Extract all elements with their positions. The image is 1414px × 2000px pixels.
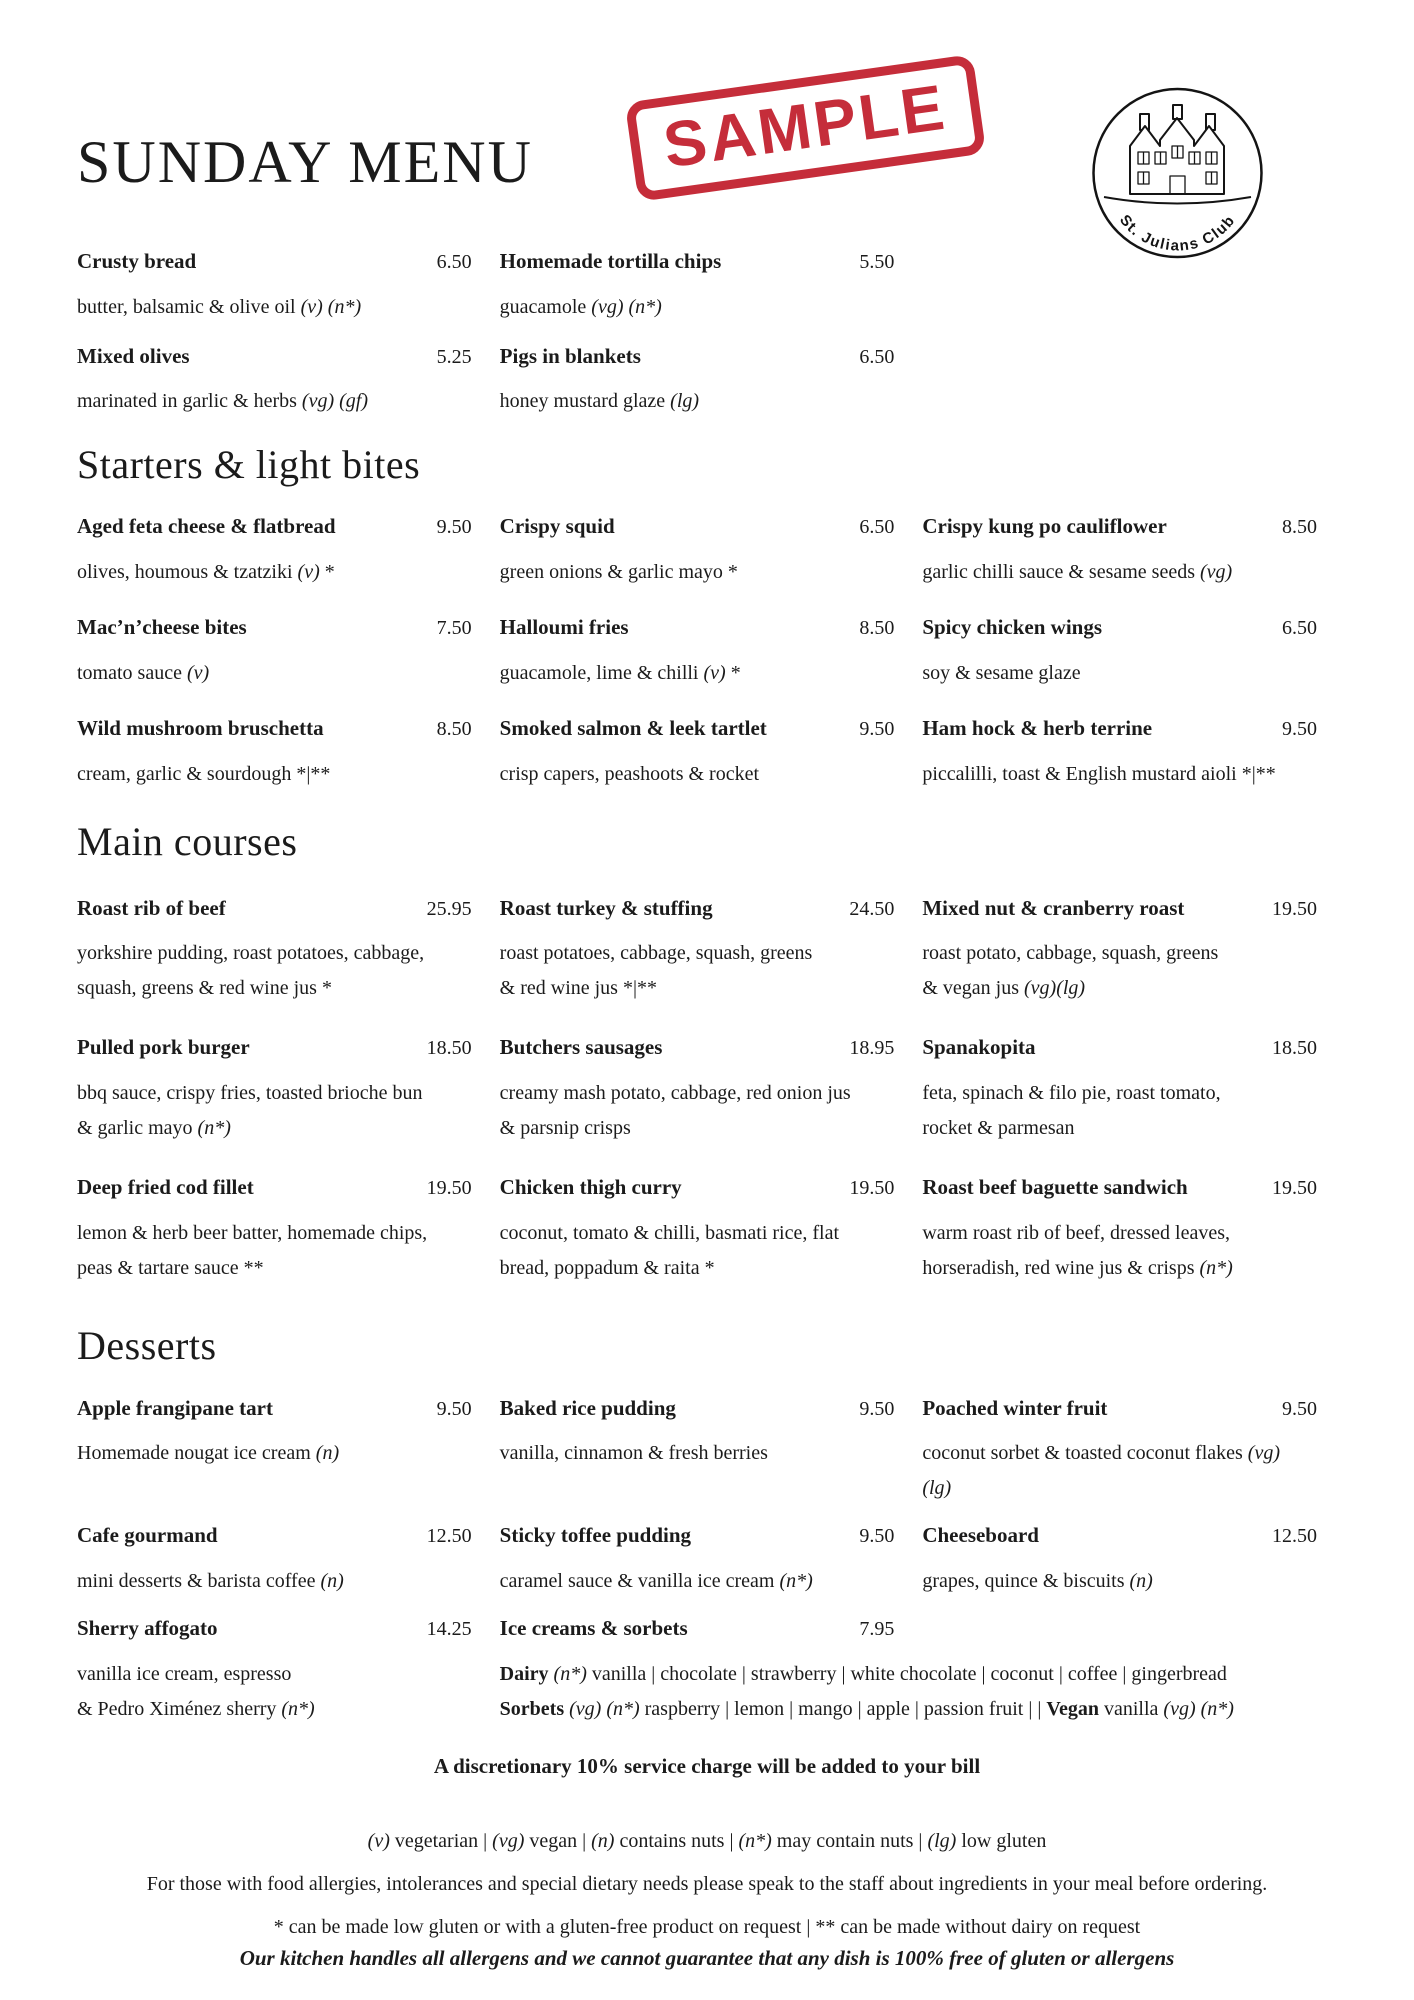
menu-item — [922, 1522, 1317, 1599]
menu-item — [77, 513, 472, 590]
item-name: Crispy kung po cauliflower — [922, 514, 1167, 539]
menu-item — [500, 248, 895, 325]
item-description: mini desserts & barista coffee (n) — [77, 1570, 344, 1593]
menu-item — [922, 715, 1317, 792]
menu-item — [922, 1034, 1317, 1146]
item-price: 12.50 — [1271, 1525, 1317, 1548]
item-price: 24.50 — [849, 897, 895, 920]
item-price: 6.50 — [436, 251, 472, 273]
menu-item — [77, 1615, 472, 1727]
item-description: creamy mash potato, cabbage, red onion jus & parsnip crisps — [499, 1082, 851, 1140]
item-price: 9.50 — [436, 1397, 472, 1420]
item-description: piccalilli, toast & English mustard aioli *|** — [922, 762, 1276, 785]
item-name: Sticky toffee pudding — [499, 1523, 692, 1548]
menu-item — [500, 1395, 895, 1507]
item-name: Butchers sausages — [499, 1035, 663, 1060]
club-logo-icon — [1090, 84, 1265, 262]
menu-item — [500, 343, 895, 420]
item-description: guacamole (vg) (n*) — [499, 295, 662, 318]
service-charge-note: A discretionary 10% service charge will be added to your bill — [433, 1753, 981, 1778]
item-description: vanilla ice cream, espresso & Pedro Ximénez sherry (n*) — [77, 1662, 315, 1720]
section-mains — [77, 818, 1317, 1286]
logo-building-icon — [1104, 105, 1251, 204]
section-grid — [77, 1395, 1317, 1727]
menu-item — [500, 1174, 895, 1286]
allergen-disclaimer: Our kitchen handles all allergens and we cannot guarantee that any dish is 100% free of gluten or allergens — [239, 1946, 1175, 1971]
menu-item — [500, 1522, 895, 1599]
item-description: Homemade nougat ice cream (n) — [77, 1442, 340, 1465]
menu-item — [500, 1034, 895, 1146]
menu-item — [77, 1395, 472, 1507]
item-price: 12.50 — [426, 1525, 472, 1548]
item-name: Sherry affogato — [77, 1616, 218, 1641]
item-name: Crusty bread — [77, 249, 197, 273]
item-price: 19.50 — [426, 1177, 472, 1200]
item-description: marinated in garlic & herbs (vg) (gf) — [77, 390, 369, 413]
item-name: Spanakopita — [922, 1035, 1036, 1060]
allergen-legend: (v) vegetarian | (vg) vegan | (n) contains nuts | (n*) may contain nuts | (lg) low gluten — [367, 1830, 1047, 1853]
item-name: Halloumi fries — [499, 615, 629, 640]
sample-stamp: SAMPLE — [625, 54, 986, 202]
item-name: Wild mushroom bruschetta — [77, 715, 324, 740]
item-description: guacamole, lime & chilli (v) * — [499, 661, 741, 684]
section-heading: Main courses — [77, 818, 298, 864]
menu-item — [77, 715, 472, 792]
menu-item — [922, 614, 1317, 691]
section-heading: Starters & light bites — [77, 442, 421, 488]
item-name: Mac’n’cheese bites — [77, 615, 247, 640]
item-name: Poached winter fruit — [922, 1395, 1108, 1420]
item-price: 18.50 — [426, 1037, 472, 1060]
item-price: 19.50 — [849, 1177, 895, 1200]
item-description: garlic chilli sauce & sesame seeds (vg) — [922, 561, 1233, 584]
item-price: 7.50 — [436, 617, 472, 640]
item-name: Homemade tortilla chips — [499, 249, 722, 273]
item-description: cream, garlic & sourdough *|** — [77, 762, 331, 785]
item-description: coconut, tomato & chilli, basmati rice, flat bread, poppadum & raita * — [499, 1221, 840, 1279]
item-name: Roast beef baguette sandwich — [922, 1175, 1188, 1200]
item-description: bbq sauce, crispy fries, toasted brioche bun & garlic mayo (n*) — [77, 1082, 423, 1140]
menu-item — [77, 614, 472, 691]
item-name: Crispy squid — [499, 514, 615, 539]
item-description: vanilla, cinnamon & fresh berries — [499, 1442, 768, 1465]
section-heading: Desserts — [77, 1322, 217, 1368]
menu-item — [922, 1174, 1317, 1286]
item-price: 5.25 — [436, 345, 472, 368]
allergy-notice: For those with food allergies, intolerances and special dietary needs please speak to the staff about ingredients in your meal before ordering. — [146, 1873, 1268, 1896]
item-price: 18.50 — [1271, 1037, 1317, 1060]
item-price: 9.50 — [1281, 1397, 1317, 1420]
item-description: roast potato, cabbage, squash, greens & vegan jus (vg)(lg) — [922, 942, 1219, 1000]
item-name: Pigs in blankets — [499, 343, 641, 368]
item-price: 8.50 — [1281, 516, 1317, 539]
menu-item — [500, 895, 895, 1007]
item-price: 8.50 — [859, 617, 895, 640]
item-price: 9.50 — [436, 516, 472, 539]
item-price: 5.50 — [859, 251, 895, 273]
item-description: green onions & garlic mayo * — [499, 561, 738, 584]
item-name: Chicken thigh curry — [499, 1175, 682, 1200]
item-price: 9.50 — [859, 1525, 895, 1548]
item-description: grapes, quince & biscuits (n) — [922, 1570, 1153, 1593]
item-name: Pulled pork burger — [77, 1035, 250, 1060]
menu-item — [77, 1034, 472, 1146]
item-description: roast potatoes, cabbage, squash, greens & red wine jus *|** — [499, 942, 813, 1000]
item-price: 9.50 — [1281, 717, 1317, 740]
menu-footer — [0, 1753, 1414, 1973]
section-desserts — [77, 1322, 1317, 1727]
item-price: 19.50 — [1271, 1177, 1317, 1200]
item-description: olives, houmous & tzatziki (v) * — [77, 561, 335, 584]
item-description: honey mustard glaze (lg) — [499, 390, 700, 413]
section-top — [77, 248, 1317, 419]
item-name: Mixed nut & cranberry roast — [922, 895, 1185, 920]
item-description: tomato sauce (v) — [77, 661, 210, 684]
item-price: 6.50 — [1281, 617, 1317, 640]
section-grid — [77, 248, 1317, 419]
item-description: coconut sorbet & toasted coconut flakes (vg) (lg) — [922, 1442, 1280, 1500]
item-description: Dairy (n*) vanilla | chocolate | strawberry | white chocolate | coconut | coffee | gingerbread Sorbets (vg) (n*) raspberry | lemon | mango | apple | passion fruit | | Vegan vanilla (vg) (n*) — [499, 1662, 1234, 1720]
menu-item — [500, 1615, 1317, 1727]
item-price: 25.95 — [426, 897, 472, 920]
menu-item — [77, 1522, 472, 1599]
item-price: 9.50 — [859, 717, 895, 740]
item-description: crisp capers, peashoots & rocket — [499, 762, 760, 785]
item-description: warm roast rib of beef, dressed leaves, horseradish, red wine jus & crisps (n*) — [922, 1221, 1233, 1279]
logo-text: St. Julians Club — [1116, 211, 1239, 255]
item-name: Baked rice pudding — [499, 1395, 676, 1420]
club-logo — [1090, 84, 1265, 262]
empty-cell — [922, 343, 1317, 420]
section-grid — [77, 895, 1317, 1286]
menu-item — [77, 895, 472, 1007]
menu-item — [922, 1395, 1317, 1507]
substitution-footnote: * can be made low gluten or with a gluten-free product on request | ** can be made without dairy on request — [273, 1916, 1141, 1939]
menu-item — [922, 513, 1317, 590]
item-price: 8.50 — [436, 717, 472, 740]
menu-item — [77, 248, 472, 325]
item-price: 6.50 — [859, 345, 895, 368]
menu-item — [922, 895, 1317, 1007]
item-price: 7.95 — [859, 1618, 895, 1641]
item-name: Mixed olives — [77, 343, 190, 368]
page-title: SUNDAY MENU — [77, 129, 533, 196]
item-description: yorkshire pudding, roast potatoes, cabbage, squash, greens & red wine jus * — [77, 942, 425, 1000]
item-description: feta, spinach & filo pie, roast tomato, rocket & parmesan — [922, 1082, 1221, 1140]
section-starters — [77, 441, 1317, 791]
menu-item — [77, 1174, 472, 1286]
item-description: caramel sauce & vanilla ice cream (n*) — [499, 1570, 813, 1593]
svg-text:St. Julians Club — [1116, 212, 1239, 255]
menu-item — [500, 513, 895, 590]
section-grid — [77, 513, 1317, 791]
item-name: Roast rib of beef — [77, 895, 226, 920]
item-name: Cheeseboard — [922, 1523, 1039, 1548]
item-name: Ham hock & herb terrine — [922, 715, 1153, 740]
item-price: 14.25 — [426, 1618, 472, 1641]
menu-item — [500, 614, 895, 691]
item-name: Deep fried cod fillet — [77, 1175, 254, 1200]
item-name: Apple frangipane tart — [77, 1395, 273, 1420]
item-description: butter, balsamic & olive oil (v) (n*) — [77, 295, 362, 318]
menu-item — [77, 343, 472, 420]
item-price: 9.50 — [859, 1397, 895, 1420]
item-name: Roast turkey & stuffing — [499, 895, 713, 920]
item-name: Smoked salmon & leek tartlet — [499, 715, 767, 740]
item-price: 19.50 — [1271, 897, 1317, 920]
item-description: soy & sesame glaze — [922, 661, 1081, 684]
item-name: Ice creams & sorbets — [499, 1616, 688, 1641]
item-name: Spicy chicken wings — [922, 615, 1103, 640]
item-price: 18.95 — [849, 1037, 895, 1060]
item-description: lemon & herb beer batter, homemade chips, peas & tartare sauce ** — [77, 1221, 428, 1279]
item-name: Aged feta cheese & flatbread — [77, 514, 336, 539]
menu-item — [500, 715, 895, 792]
item-price: 6.50 — [859, 516, 895, 539]
item-name: Cafe gourmand — [77, 1523, 218, 1548]
